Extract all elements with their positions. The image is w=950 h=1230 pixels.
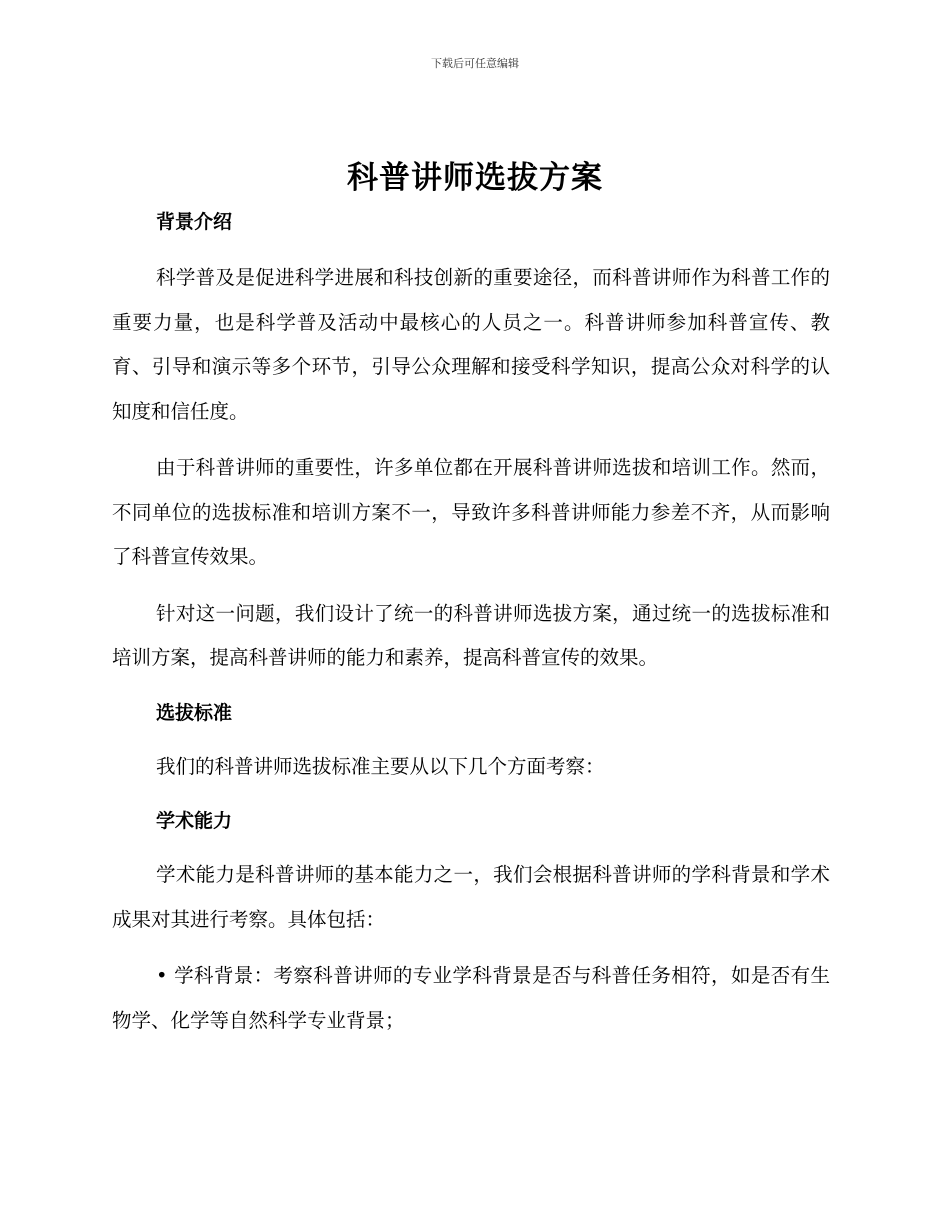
document-title: 科普讲师选拔方案: [347, 160, 603, 196]
section-heading-background: 背景介绍: [156, 211, 233, 233]
section-selection-criteria: [112, 691, 830, 790]
paragraph: 由于科普讲师的重要性，许多单位都在开展科普讲师选拔和培训工作。然而，不同单位的选拔标准和培训方案不一，导致许多科普讲师能力参差不齐，从而影响了科普宣传效果。: [112, 456, 830, 568]
paragraph: 学术能力是科普讲师的基本能力之一，我们会根据科普讲师的学科背景和学术成果对其进行考察。具体包括：: [112, 863, 830, 931]
paragraph: 针对这一问题，我们设计了统一的科普讲师选拔方案，通过统一的选拔标准和培训方案，提高科普讲师的能力和素养，提高科普宣传的效果。: [112, 601, 830, 669]
section-heading-academic-ability: 学术能力: [156, 810, 233, 832]
paragraph: 我们的科普讲师选拔标准主要从以下几个方面考察：: [156, 754, 605, 778]
bullet-item: • 学科背景：考察科普讲师的专业学科背景是否与科普任务相符，如是否有生物学、化学等自然科学专业背景；: [112, 964, 830, 1032]
page-header-note: 下载后可任意编辑: [431, 57, 519, 70]
section-heading-selection-criteria: 选拔标准: [156, 701, 233, 724]
paragraph: 科学普及是促进科学进展和科技创新的重要途径，而科普讲师作为科普工作的重要力量，也是科学普及活动中最核心的人员之一。科普讲师参加科普宣传、教育、引导和演示等多个环节，引导公众理解和接受科学知识，提高公众对科学的认知度和信任度。: [112, 266, 830, 423]
document-body: [112, 200, 830, 1043]
section-academic-ability: [112, 799, 830, 1043]
section-background: [112, 200, 830, 681]
